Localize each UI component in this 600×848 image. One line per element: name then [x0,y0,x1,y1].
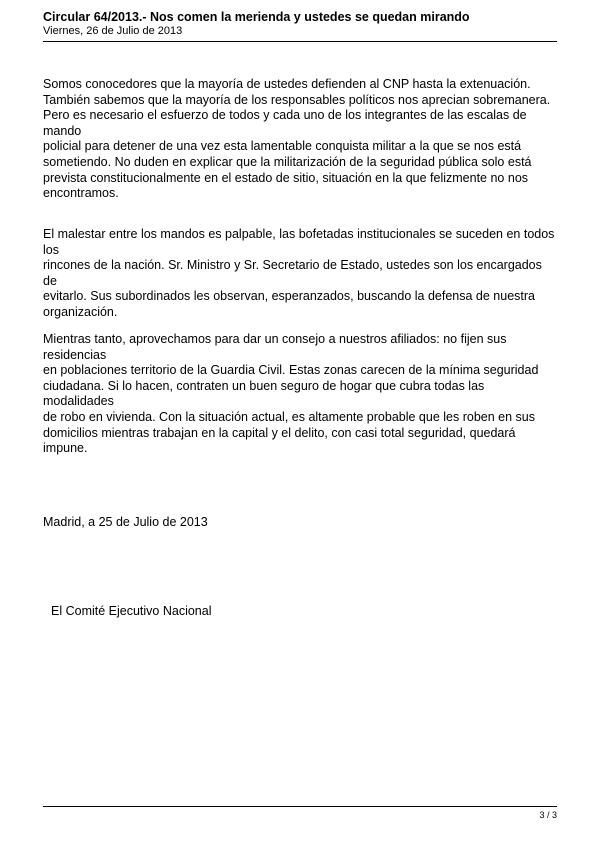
text-line: Somos conocedores que la mayoría de ustedes defienden al CNP hasta la extenuación. [43,77,531,91]
text-line: en poblaciones territorio de la Guardia Civil. Estas zonas carecen de la mínima seguridad [43,363,539,378]
signature [51,604,566,620]
document-date: Viernes, 26 de Julio de 2013 [43,25,183,37]
paragraph-3 [43,332,558,457]
text-line: policial para detener de una vez esta lamentable conquista militar a la que se nos está [43,139,522,154]
document-title: Circular 64/2013.- Nos comen la merienda y ustedes se quedan mirando [43,10,470,24]
paragraph-1 [43,77,558,202]
text-line: evitarlo. Sus subordinados les observan, esperanzados, buscando la defensa de nuestra [43,289,535,304]
place-and-date [43,515,558,531]
paragraph-2 [43,227,558,321]
footer-divider [43,806,557,807]
text-line: de robo en vivienda. Con la situación actual, es altamente probable que les roben en sus [43,409,535,424]
text-line: rincones de la nación. Sr. Ministro y Sr. Secretario de Estado, ustedes son los encargados de [43,258,542,288]
text-line: Pero es necesario el esfuerzo de todos y cada uno de los integrantes de las escalas de mando [43,108,527,138]
text-line: organización. [43,304,118,319]
text-line: ciudadana. Si lo hacen, contraten un buen seguro de hogar que cubra todas las modalidades [43,378,485,409]
text-line: sometiendo. No duden en explicar que la militarización de la seguridad pública solo está [43,154,532,169]
text-line: prevista constitucionalmente en el estado de sitio, situación en la que felizmente no nos [43,170,529,185]
page-header [43,10,557,38]
text-line: También sabemos que la mayoría de los responsables políticos nos aprecian sobremanera. [43,92,551,107]
text-line: El malestar entre los mandos es palpable, las bofetadas institucionales se suceden en todos los [43,227,555,257]
text-line: encontramos. [43,186,119,201]
place-date-text: Madrid, a 25 de Julio de 2013 [43,515,208,529]
header-divider [43,41,557,42]
text-line: domicilios mientras trabajan en la capital y el delito, con casi total seguridad, quedará impune. [43,425,516,456]
text-line: Mientras tanto, aprovechamos para dar un consejo a nuestros afiliados: no fijen sus residencias [43,332,507,362]
signature-text: El Comité Ejecutivo Nacional [51,604,212,618]
page-number: 3 / 3 [539,810,557,820]
